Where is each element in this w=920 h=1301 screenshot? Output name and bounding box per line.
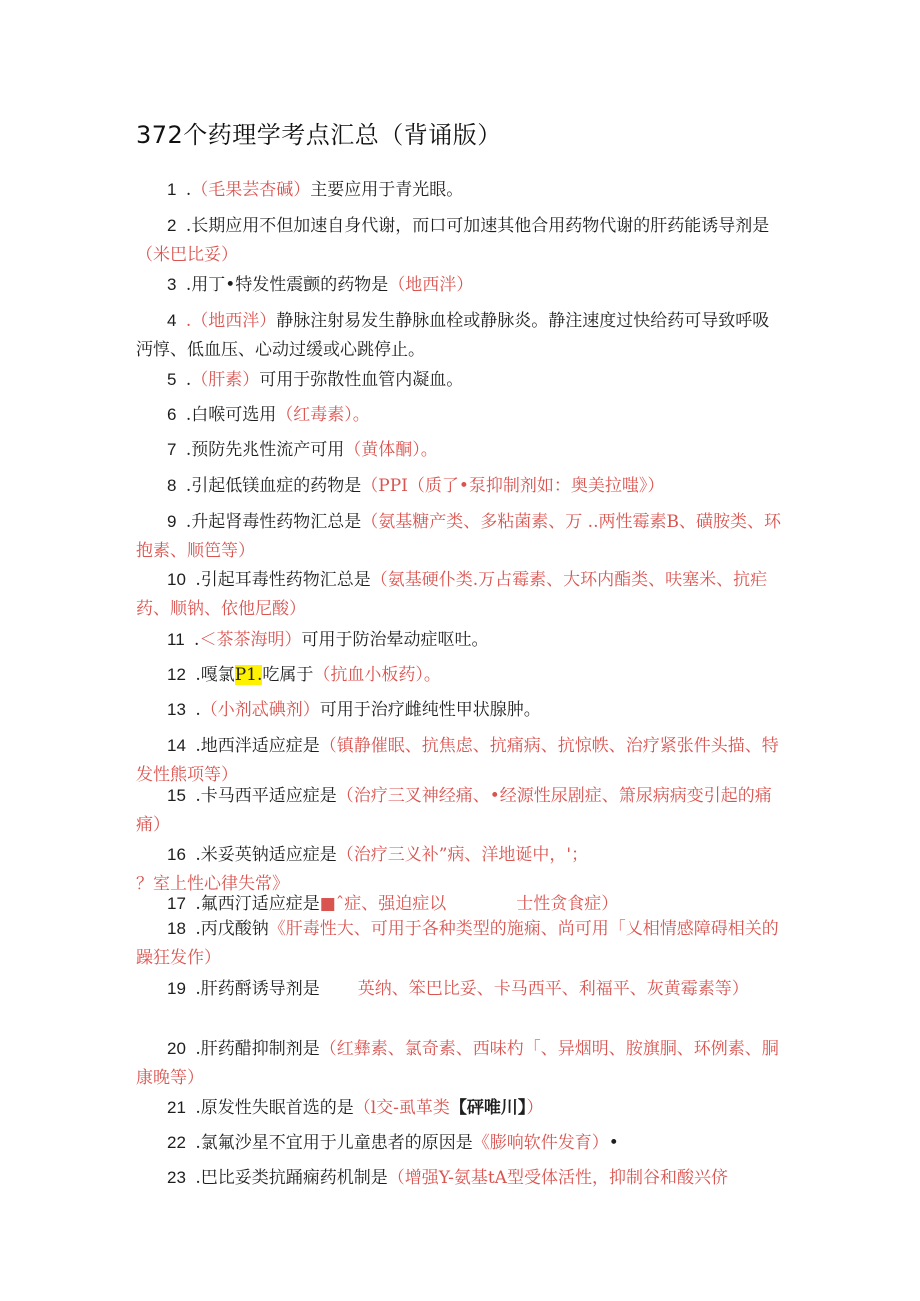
list-item (136, 435, 786, 465)
item-text: . (189, 700, 201, 720)
item-number: 6 (167, 405, 177, 424)
item-text: 可用于弥散性血管内凝血。 (259, 370, 464, 390)
item-number: 22 (167, 1133, 186, 1152)
item-number: 18 (167, 919, 186, 938)
item-text: • (608, 1133, 619, 1153)
item-answer: （抗血小板药）。 (313, 665, 441, 685)
item-text: .地西泮适应症是 (189, 736, 320, 756)
list-item (136, 211, 786, 270)
item-answer: （红毒素）。 (276, 405, 370, 425)
list-item (136, 660, 786, 690)
item-answer: （l交-虱革类 (353, 1098, 450, 1118)
item-text: 吃属于 (262, 665, 314, 685)
list-item (136, 471, 786, 501)
list-item (136, 365, 786, 395)
item-text: .丙戊酸钠 (189, 919, 269, 939)
list-item (136, 974, 786, 1004)
list-item (136, 306, 786, 365)
list-item (136, 175, 786, 205)
item-text: . (188, 630, 200, 650)
item-number: 2 (167, 216, 177, 235)
list-item (136, 625, 786, 655)
item-number: 12 (167, 665, 186, 684)
item-text: .预防先兆性流产可用 (180, 440, 345, 460)
item-text: .米妥英钠适应症是 (189, 845, 337, 865)
item-answer: （肝素） (191, 370, 260, 390)
list-item (136, 914, 786, 973)
list-item (136, 565, 786, 624)
list-item (136, 1034, 786, 1093)
item-text: .长期应用不但加速自身代谢，而口可加速其他合用药物代谢的肝药能诱导剂是 (180, 216, 770, 236)
item-text: .肝药酹诱导剂是 (189, 979, 320, 999)
item-text: .卡马西平适应症是 (189, 786, 337, 806)
item-number: 17 (167, 894, 186, 913)
item-number: 9 (167, 512, 177, 531)
item-text: 可用于治疗雌纯性甲状腺肿。 (319, 700, 541, 720)
list-item (136, 781, 786, 840)
item-number: 19 (167, 979, 186, 998)
item-answer: （氨基糖产类、多粘菌素、万 ..两性霉素B、磺胺类、环抱素、顺笆等） (136, 512, 781, 561)
item-answer: 英纳、笨巴比妥、卡马西平、利福平、灰黄霉素等） (357, 979, 749, 999)
item-answer: 《膨响软件发育） (472, 1133, 609, 1153)
item-answer: ＜茶茶海明） (199, 630, 302, 650)
item-answer: （米巴比妥） (136, 245, 238, 265)
list-item (136, 1163, 786, 1193)
list-item (136, 1093, 786, 1123)
item-number: 21 (167, 1098, 186, 1117)
item-number: 11 (167, 630, 185, 649)
item-number: 7 (167, 440, 177, 459)
item-number: 13 (167, 700, 186, 719)
item-text: .升起肾毒性药物汇总是 (180, 512, 362, 532)
item-answer: .（地西泮） (185, 311, 277, 331)
item-text: .引起低镁血症的药物是 (180, 476, 362, 496)
list-item (136, 270, 786, 300)
list-item (136, 695, 786, 725)
item-text: .引起耳毒性药物汇总是 (189, 570, 371, 590)
item-text: 静脉注射易发生静脉血栓或静脉炎。静注速度过快给药可导致呼吸沔惇、低血压、心动过缓或心跳停止。 (136, 311, 770, 360)
item-answer: （氨基硬仆类.万占霉素、大环内酯类、呋塞米、抗疟药、顺钠、依他尼酸） (136, 570, 768, 619)
item-answer: （黄体酮）。 (344, 440, 438, 460)
item-number: 23 (167, 1168, 186, 1187)
item-answer: ■ˆ症、强迫症以 (319, 894, 447, 914)
item-answer: （增强Y-氨基tA型受体活性，抑制谷和酸兴侪 (387, 1168, 728, 1188)
item-text: .巴比妥类抗踊痫药机制是 (189, 1168, 388, 1188)
item-text: . (180, 180, 192, 200)
list-item (136, 400, 786, 430)
item-text: . (180, 370, 192, 390)
item-number: 4 (167, 311, 177, 330)
item-answer: ？室上性心律失常》 (136, 874, 289, 894)
item-text: 【砰唯川】 (449, 1098, 527, 1118)
item-text: 主要应用于青光眼。 (310, 180, 464, 200)
item-text: .白喉可选用 (180, 405, 277, 425)
item-number: 3 (167, 275, 177, 294)
item-number: 16 (167, 845, 186, 864)
item-answer: （治疗三叉神经痛、•经源性尿剧症、箫尿病病变引起的痛痛） (136, 786, 772, 835)
item-answer: ） (526, 1098, 544, 1118)
item-number: 20 (167, 1039, 186, 1058)
item-number: 5 (167, 370, 177, 389)
item-answer: 《肝毒性大、可用于各种类型的施痫、尚可用「乂相情感障碍相关的躁狂发作） (136, 919, 779, 968)
item-answer: （地西泮） (388, 275, 474, 295)
item-answer: （治疗三义补”病、洋地诞中，'； (336, 845, 589, 865)
item-answer: （红彝素、氯奇素、西味杓「、异烟明、胺旗胴、环例素、胴康晚等） (136, 1039, 779, 1088)
item-text: .氟西汀适应症是 (189, 894, 320, 914)
highlighted-text: P1. (234, 665, 263, 685)
item-text: 可用于防治晕动症呕吐。 (301, 630, 489, 650)
item-number: 14 (167, 736, 186, 755)
item-number: 10 (167, 570, 186, 589)
list-item (136, 507, 786, 566)
item-text: .嘎氯 (189, 665, 235, 685)
document-title: 372个药理学考点汇总（背诵版） (136, 121, 502, 149)
item-text: .原发性失眠首选的是 (189, 1098, 354, 1118)
item-answer: 士性贪食症） (516, 894, 619, 914)
item-answer: （毛果芸杏碱） (191, 180, 311, 200)
item-number: 8 (167, 476, 177, 495)
item-answer: （小剂忒碘剂） (200, 700, 320, 720)
item-answer: （PPI（质了•泵抑制剂如：奥美拉嗤》） (361, 476, 665, 496)
item-text: .氯氟沙星不宜用于儿童患者的原因是 (189, 1133, 473, 1153)
item-text: .肝药醋抑制剂是 (189, 1039, 320, 1059)
item-number: 1 (167, 180, 177, 199)
list-item (136, 1128, 786, 1158)
item-number: 15 (167, 786, 186, 805)
item-text: .用丁•特发性震颤的药物是 (180, 275, 389, 295)
item-answer: （镇静催眠、抗焦虑、抗痛病、抗惊帙、治疗紧张件头描、特发性熊项等） (136, 736, 779, 785)
